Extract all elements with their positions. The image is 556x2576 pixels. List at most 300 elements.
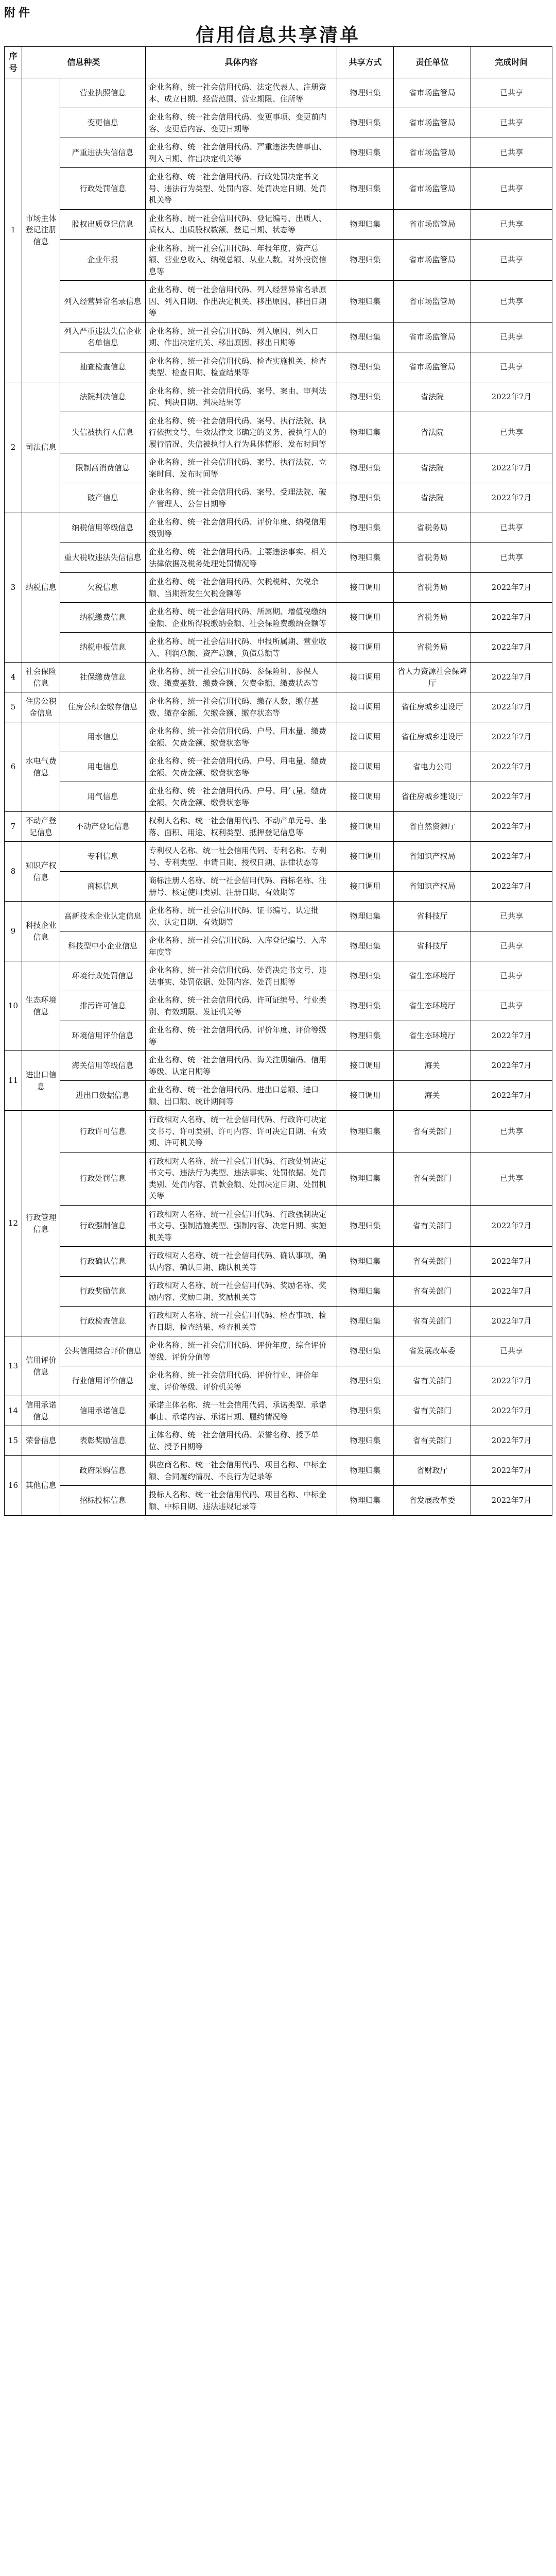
row-index: 16 [5, 1456, 22, 1516]
credit-info-table [4, 46, 552, 1516]
info-type: 用电信息 [60, 752, 146, 782]
completion-time: 已共享 [471, 1336, 552, 1366]
share-mode: 接口调用 [337, 722, 394, 752]
share-mode: 物理归集 [337, 483, 394, 513]
info-type: 招标投标信息 [60, 1486, 146, 1516]
table-header-row [5, 47, 552, 78]
content-cell: 主体名称、统一社会信用代码、荣誉名称、授予单位、授予日期等 [146, 1426, 337, 1456]
completion-time: 已共享 [471, 108, 552, 138]
responsible-unit: 省生态环境厅 [394, 961, 471, 991]
responsible-unit: 省市场监管局 [394, 108, 471, 138]
col-header-index: 序号 [5, 47, 22, 78]
content-cell: 商标注册人名称、统一社会信用代码、商标名称、注册号、核定使用类别、注册日期、有效期等 [146, 872, 337, 902]
info-type: 排污许可信息 [60, 991, 146, 1021]
table-row [5, 382, 552, 412]
info-type: 行政许可信息 [60, 1111, 146, 1153]
info-type: 行政检查信息 [60, 1307, 146, 1336]
responsible-unit: 省有关部门 [394, 1205, 471, 1247]
responsible-unit: 省市场监管局 [394, 281, 471, 323]
row-index: 3 [5, 513, 22, 663]
row-index: 12 [5, 1111, 22, 1336]
row-index: 9 [5, 902, 22, 961]
info-type: 信用承诺信息 [60, 1396, 146, 1426]
completion-time: 2022年7月 [471, 872, 552, 902]
responsible-unit: 省自然资源厅 [394, 812, 471, 842]
share-mode: 物理归集 [337, 513, 394, 543]
share-mode: 物理归集 [337, 281, 394, 323]
responsible-unit: 省法院 [394, 453, 471, 483]
content-cell: 行政相对人名称、统一社会信用代码、奖励名称、奖励内容、奖励日期、奖励机关等 [146, 1277, 337, 1307]
content-cell: 行政相对人名称、统一社会信用代码、行政许可决定文书号、许可类别、许可内容、许可决定日期、有效期、许可机关等 [146, 1111, 337, 1153]
info-type: 专利信息 [60, 842, 146, 872]
info-group: 科技企业信息 [22, 902, 60, 961]
col-header-unit: 责任单位 [394, 47, 471, 78]
table-row [5, 1277, 552, 1307]
responsible-unit: 省住房城乡建设厅 [394, 692, 471, 722]
row-index: 7 [5, 812, 22, 842]
info-type: 行业信用评价信息 [60, 1366, 146, 1396]
info-type: 股权出质登记信息 [60, 209, 146, 239]
completion-time: 2022年7月 [471, 752, 552, 782]
responsible-unit: 省有关部门 [394, 1366, 471, 1396]
responsible-unit: 省市场监管局 [394, 168, 471, 210]
share-mode: 物理归集 [337, 1456, 394, 1486]
responsible-unit: 省有关部门 [394, 1307, 471, 1336]
completion-time: 2022年7月 [471, 1426, 552, 1456]
responsible-unit: 省有关部门 [394, 1152, 471, 1205]
info-group: 水电气费信息 [22, 722, 60, 812]
share-mode: 物理归集 [337, 382, 394, 412]
completion-time: 已共享 [471, 352, 552, 382]
responsible-unit: 省市场监管局 [394, 352, 471, 382]
info-type: 行政奖励信息 [60, 1277, 146, 1307]
info-type: 公共信用综合评价信息 [60, 1336, 146, 1366]
completion-time: 2022年7月 [471, 603, 552, 633]
content-cell: 企业名称、统一社会信用代码、申报所属期、营业收入、利润总额、资产总额、负债总额等 [146, 633, 337, 663]
table-row [5, 872, 552, 902]
share-mode: 物理归集 [337, 1111, 394, 1153]
content-cell: 行政相对人名称、统一社会信用代码、检查事项、检查日期、检查结果、检查机关等 [146, 1307, 337, 1336]
completion-time: 2022年7月 [471, 812, 552, 842]
info-type: 限制高消费信息 [60, 453, 146, 483]
table-row [5, 961, 552, 991]
completion-time: 已共享 [471, 902, 552, 931]
info-type: 环境行政处罚信息 [60, 961, 146, 991]
share-mode: 接口调用 [337, 1051, 394, 1081]
table-row [5, 1307, 552, 1336]
share-mode: 物理归集 [337, 1486, 394, 1516]
row-index: 8 [5, 842, 22, 902]
share-mode: 接口调用 [337, 603, 394, 633]
responsible-unit: 省税务局 [394, 633, 471, 663]
info-type: 纳税缴费信息 [60, 603, 146, 633]
table-row [5, 78, 552, 108]
share-mode: 接口调用 [337, 782, 394, 812]
content-cell: 企业名称、统一社会信用代码、主要违法事实、相关法律依据及税务处理处罚情况等 [146, 543, 337, 573]
content-cell: 企业名称、统一社会信用代码、缴存人数、缴存基数、缴存金额、欠缴金额、缴存状态等 [146, 692, 337, 722]
responsible-unit: 省税务局 [394, 603, 471, 633]
share-mode: 物理归集 [337, 961, 394, 991]
completion-time: 已共享 [471, 78, 552, 108]
share-mode: 物理归集 [337, 322, 394, 352]
info-type: 住房公积金缴存信息 [60, 692, 146, 722]
share-mode: 接口调用 [337, 663, 394, 692]
info-group: 不动产登记信息 [22, 812, 60, 842]
share-mode: 接口调用 [337, 872, 394, 902]
info-group: 行政管理信息 [22, 1111, 60, 1336]
info-type: 高新技术企业认定信息 [60, 902, 146, 931]
content-cell: 企业名称、统一社会信用代码、案号、受理法院、破产管理人、公告日期等 [146, 483, 337, 513]
content-cell: 投标人名称、统一社会信用代码、项目名称、中标金额、中标日期、违法违规记录等 [146, 1486, 337, 1516]
table-row [5, 663, 552, 692]
info-type: 变更信息 [60, 108, 146, 138]
responsible-unit: 省知识产权局 [394, 842, 471, 872]
completion-time: 已共享 [471, 209, 552, 239]
info-group: 住房公积金信息 [22, 692, 60, 722]
col-header-share-mode: 共享方式 [337, 47, 394, 78]
completion-time: 2022年7月 [471, 573, 552, 603]
completion-time: 2022年7月 [471, 692, 552, 722]
table-row [5, 902, 552, 931]
info-type: 政府采购信息 [60, 1456, 146, 1486]
content-cell: 企业名称、统一社会信用代码、所属期、增值税缴纳金额、企业所得税缴纳金额、社会保险费缴纳金额等 [146, 603, 337, 633]
share-mode: 物理归集 [337, 1426, 394, 1456]
info-group: 纳税信息 [22, 513, 60, 663]
share-mode: 接口调用 [337, 633, 394, 663]
info-type: 破产信息 [60, 483, 146, 513]
responsible-unit: 省人力资源社会保障厅 [394, 663, 471, 692]
col-header-content: 具体内容 [146, 47, 337, 78]
table-row [5, 842, 552, 872]
table-row [5, 573, 552, 603]
responsible-unit: 省市场监管局 [394, 239, 471, 281]
share-mode: 物理归集 [337, 991, 394, 1021]
share-mode: 物理归集 [337, 931, 394, 961]
share-mode: 接口调用 [337, 692, 394, 722]
responsible-unit: 省市场监管局 [394, 209, 471, 239]
row-index: 10 [5, 961, 22, 1051]
content-cell: 企业名称、统一社会信用代码、评价年度、纳税信用级别等 [146, 513, 337, 543]
completion-time: 2022年7月 [471, 1456, 552, 1486]
content-cell: 企业名称、统一社会信用代码、欠税税种、欠税余额、当期新发生欠税金额等 [146, 573, 337, 603]
content-cell: 企业名称、统一社会信用代码、入库登记编号、入库年度等 [146, 931, 337, 961]
share-mode: 物理归集 [337, 239, 394, 281]
responsible-unit: 省科技厅 [394, 902, 471, 931]
completion-time: 2022年7月 [471, 842, 552, 872]
completion-time: 2022年7月 [471, 782, 552, 812]
table-row [5, 1111, 552, 1153]
col-header-info-type: 信息种类 [22, 47, 146, 78]
info-group: 进出口信息 [22, 1051, 60, 1111]
info-group: 市场主体登记注册信息 [22, 78, 60, 382]
row-index: 13 [5, 1336, 22, 1396]
table-row [5, 281, 552, 323]
share-mode: 物理归集 [337, 902, 394, 931]
table-row [5, 782, 552, 812]
share-mode: 物理归集 [337, 1021, 394, 1051]
table-row [5, 1456, 552, 1486]
share-mode: 物理归集 [337, 168, 394, 210]
content-cell: 企业名称、统一社会信用代码、案号、案由、审判法院、判决日期、判决结果等 [146, 382, 337, 412]
table-row [5, 812, 552, 842]
completion-time: 2022年7月 [471, 1021, 552, 1051]
responsible-unit: 省有关部门 [394, 1277, 471, 1307]
content-cell: 企业名称、统一社会信用代码、检查实施机关、检查类型、检查日期、检查结果等 [146, 352, 337, 382]
info-type: 行政确认信息 [60, 1247, 146, 1277]
completion-time: 已共享 [471, 961, 552, 991]
info-type: 纳税信用等级信息 [60, 513, 146, 543]
responsible-unit: 省生态环境厅 [394, 1021, 471, 1051]
completion-time: 2022年7月 [471, 453, 552, 483]
info-type: 科技型中小企业信息 [60, 931, 146, 961]
table-row [5, 453, 552, 483]
share-mode: 物理归集 [337, 138, 394, 168]
info-group: 信用承诺信息 [22, 1396, 60, 1426]
table-row [5, 603, 552, 633]
info-group: 荣誉信息 [22, 1426, 60, 1456]
table-row [5, 1396, 552, 1426]
info-type: 行政强制信息 [60, 1205, 146, 1247]
content-cell: 企业名称、统一社会信用代码、进出口总额、进口额、出口额、统计期间等 [146, 1081, 337, 1111]
share-mode: 物理归集 [337, 1152, 394, 1205]
content-cell: 行政相对人名称、统一社会信用代码、行政处罚决定书文号、违法行为类型、违法事实、处罚依据、处罚类别、处罚内容、罚款金额、处罚决定日期、处罚机关等 [146, 1152, 337, 1205]
content-cell: 企业名称、统一社会信用代码、评价年度、评价等级等 [146, 1021, 337, 1051]
table-row [5, 692, 552, 722]
table-row [5, 1366, 552, 1396]
col-header-time: 完成时间 [471, 47, 552, 78]
responsible-unit: 省住房城乡建设厅 [394, 782, 471, 812]
content-cell: 企业名称、统一社会信用代码、变更事项、变更前内容、变更后内容、变更日期等 [146, 108, 337, 138]
row-index: 11 [5, 1051, 22, 1111]
content-cell: 企业名称、统一社会信用代码、行政处罚决定书文号、违法行为类型、处罚内容、处罚决定日期、处罚机关等 [146, 168, 337, 210]
share-mode: 物理归集 [337, 1366, 394, 1396]
share-mode: 物理归集 [337, 1277, 394, 1307]
row-index: 15 [5, 1426, 22, 1456]
content-cell: 行政相对人名称、统一社会信用代码、行政强制决定书文号、强制措施类型、强制内容、决定日期、实施机关等 [146, 1205, 337, 1247]
responsible-unit: 省发展改革委 [394, 1336, 471, 1366]
responsible-unit: 省税务局 [394, 543, 471, 573]
share-mode: 接口调用 [337, 573, 394, 603]
responsible-unit: 省有关部门 [394, 1396, 471, 1426]
completion-time: 2022年7月 [471, 1366, 552, 1396]
content-cell: 专利权人名称、统一社会信用代码、专利名称、专利号、专利类型、申请日期、授权日期、法律状态等 [146, 842, 337, 872]
info-type: 进出口数据信息 [60, 1081, 146, 1111]
content-cell: 权利人名称、统一社会信用代码、不动产单元号、坐落、面积、用途、权利类型、抵押登记信息等 [146, 812, 337, 842]
completion-time: 2022年7月 [471, 483, 552, 513]
table-row [5, 722, 552, 752]
completion-time: 已共享 [471, 168, 552, 210]
responsible-unit: 省税务局 [394, 513, 471, 543]
share-mode: 物理归集 [337, 352, 394, 382]
content-cell: 企业名称、统一社会信用代码、登记编号、出质人、质权人、出质股权数额、登记日期、状态等 [146, 209, 337, 239]
share-mode: 物理归集 [337, 1247, 394, 1277]
table-row [5, 1247, 552, 1277]
responsible-unit: 省有关部门 [394, 1111, 471, 1153]
completion-time: 2022年7月 [471, 663, 552, 692]
table-row [5, 168, 552, 210]
info-group: 其他信息 [22, 1456, 60, 1516]
responsible-unit: 省税务局 [394, 573, 471, 603]
table-row [5, 513, 552, 543]
share-mode: 物理归集 [337, 108, 394, 138]
content-cell: 企业名称、统一社会信用代码、法定代表人、注册资本、成立日期、经营范围、营业期限、住所等 [146, 78, 337, 108]
table-row [5, 1486, 552, 1516]
table-row [5, 412, 552, 453]
table-row [5, 1152, 552, 1205]
table-row [5, 543, 552, 573]
responsible-unit: 省有关部门 [394, 1426, 471, 1456]
content-cell: 企业名称、统一社会信用代码、证书编号、认定批次、认定日期、有效期等 [146, 902, 337, 931]
info-type: 纳税申报信息 [60, 633, 146, 663]
content-cell: 企业名称、统一社会信用代码、列入经营异常名录原因、列入日期、作出决定机关、移出原因、移出日期等 [146, 281, 337, 323]
info-type: 社保缴费信息 [60, 663, 146, 692]
info-group: 信用评价信息 [22, 1336, 60, 1396]
responsible-unit: 省法院 [394, 382, 471, 412]
completion-time: 已共享 [471, 239, 552, 281]
info-type: 行政处罚信息 [60, 1152, 146, 1205]
completion-time: 已共享 [471, 543, 552, 573]
completion-time: 已共享 [471, 281, 552, 323]
responsible-unit: 省有关部门 [394, 1247, 471, 1277]
info-type: 用水信息 [60, 722, 146, 752]
share-mode: 物理归集 [337, 543, 394, 573]
completion-time: 已共享 [471, 138, 552, 168]
share-mode: 物理归集 [337, 78, 394, 108]
completion-time: 已共享 [471, 931, 552, 961]
share-mode: 物理归集 [337, 412, 394, 453]
info-type: 严重违法失信信息 [60, 138, 146, 168]
responsible-unit: 省市场监管局 [394, 78, 471, 108]
share-mode: 接口调用 [337, 752, 394, 782]
share-mode: 接口调用 [337, 812, 394, 842]
info-type: 法院判决信息 [60, 382, 146, 412]
row-index: 5 [5, 692, 22, 722]
responsible-unit: 省法院 [394, 412, 471, 453]
responsible-unit: 省财政厅 [394, 1456, 471, 1486]
share-mode: 物理归集 [337, 209, 394, 239]
responsible-unit: 省市场监管局 [394, 138, 471, 168]
completion-time: 2022年7月 [471, 1247, 552, 1277]
responsible-unit: 省法院 [394, 483, 471, 513]
table-row [5, 1051, 552, 1081]
info-type: 重大税收违法失信信息 [60, 543, 146, 573]
responsible-unit: 海关 [394, 1081, 471, 1111]
responsible-unit: 省科技厅 [394, 931, 471, 961]
table-row [5, 1205, 552, 1247]
responsible-unit: 省发展改革委 [394, 1486, 471, 1516]
content-cell: 企业名称、统一社会信用代码、案号、执行法院、执行依据文号、生效法律文书确定的义务、被执行人的履行情况、失信被执行人行为具体情形、发布时间等 [146, 412, 337, 453]
table-row [5, 352, 552, 382]
completion-time: 2022年7月 [471, 633, 552, 663]
table-row [5, 633, 552, 663]
info-type: 失信被执行人信息 [60, 412, 146, 453]
page-title: 信用信息共享清单 [195, 24, 360, 46]
info-type: 表彰奖励信息 [60, 1426, 146, 1456]
responsible-unit: 省电力公司 [394, 752, 471, 782]
content-cell: 企业名称、统一社会信用代码、户号、用电量、缴费金额、欠费金额、缴费状态等 [146, 752, 337, 782]
content-cell: 企业名称、统一社会信用代码、年报年度、资产总额、营业总收入、纳税总额、从业人数、对外投资信息等 [146, 239, 337, 281]
info-group: 司法信息 [22, 382, 60, 513]
info-type: 企业年报 [60, 239, 146, 281]
content-cell: 企业名称、统一社会信用代码、海关注册编码、信用等级、认定日期等 [146, 1051, 337, 1081]
content-cell: 供应商名称、统一社会信用代码、项目名称、中标金额、合同履约情况、不良行为记录等 [146, 1456, 337, 1486]
content-cell: 企业名称、统一社会信用代码、处罚决定书文号、违法事实、处罚依据、处罚内容、处罚日期等 [146, 961, 337, 991]
completion-time: 2022年7月 [471, 1205, 552, 1247]
info-type: 不动产登记信息 [60, 812, 146, 842]
row-index: 1 [5, 78, 22, 382]
table-row [5, 138, 552, 168]
completion-time: 2022年7月 [471, 1051, 552, 1081]
info-type: 环境信用评价信息 [60, 1021, 146, 1051]
content-cell: 企业名称、统一社会信用代码、案号、执行法院、立案时间、发布时间等 [146, 453, 337, 483]
completion-time: 2022年7月 [471, 1486, 552, 1516]
table-row [5, 483, 552, 513]
info-group: 知识产权信息 [22, 842, 60, 902]
row-index: 6 [5, 722, 22, 812]
content-cell: 企业名称、统一社会信用代码、许可证编号、行业类别、有效期限、发证机关等 [146, 991, 337, 1021]
info-type: 海关信用等级信息 [60, 1051, 146, 1081]
attachment-label: 附件 [4, 6, 33, 20]
table-row [5, 991, 552, 1021]
table-row [5, 209, 552, 239]
content-cell: 行政相对人名称、统一社会信用代码、确认事项、确认内容、确认日期、确认机关等 [146, 1247, 337, 1277]
info-group: 社会保险信息 [22, 663, 60, 692]
share-mode: 接口调用 [337, 842, 394, 872]
table-row [5, 1021, 552, 1051]
table-row [5, 1081, 552, 1111]
completion-time: 2022年7月 [471, 1277, 552, 1307]
table-row [5, 239, 552, 281]
responsible-unit: 省市场监管局 [394, 322, 471, 352]
info-group: 生态环境信息 [22, 961, 60, 1051]
content-cell: 企业名称、统一社会信用代码、列入原因、列入日期、作出决定机关、移出原因、移出日期等 [146, 322, 337, 352]
row-index: 2 [5, 382, 22, 513]
responsible-unit: 省知识产权局 [394, 872, 471, 902]
responsible-unit: 省住房城乡建设厅 [394, 722, 471, 752]
content-cell: 承诺主体名称、统一社会信用代码、承诺类型、承诺事由、承诺内容、承诺日期、履约情况等 [146, 1396, 337, 1426]
table-row [5, 322, 552, 352]
row-index: 14 [5, 1396, 22, 1426]
completion-time: 已共享 [471, 1152, 552, 1205]
completion-time: 2022年7月 [471, 722, 552, 752]
info-type: 营业执照信息 [60, 78, 146, 108]
table-row [5, 108, 552, 138]
info-type: 行政处罚信息 [60, 168, 146, 210]
share-mode: 物理归集 [337, 1205, 394, 1247]
completion-time: 已共享 [471, 991, 552, 1021]
completion-time: 2022年7月 [471, 1396, 552, 1426]
share-mode: 物理归集 [337, 1336, 394, 1366]
completion-time: 已共享 [471, 412, 552, 453]
completion-time: 2022年7月 [471, 382, 552, 412]
info-type: 欠税信息 [60, 573, 146, 603]
info-type: 列入严重违法失信企业名单信息 [60, 322, 146, 352]
responsible-unit: 海关 [394, 1051, 471, 1081]
responsible-unit: 省生态环境厅 [394, 991, 471, 1021]
table-row [5, 931, 552, 961]
info-type: 列入经营异常名录信息 [60, 281, 146, 323]
completion-time: 已共享 [471, 322, 552, 352]
table-row [5, 1426, 552, 1456]
table-row [5, 752, 552, 782]
share-mode: 物理归集 [337, 1396, 394, 1426]
content-cell: 企业名称、统一社会信用代码、评价年度、综合评价等级、评价分值等 [146, 1336, 337, 1366]
info-type: 抽查检查信息 [60, 352, 146, 382]
content-cell: 企业名称、统一社会信用代码、评价行业、评价年度、评价等级、评价机关等 [146, 1366, 337, 1396]
content-cell: 企业名称、统一社会信用代码、参保险种、参保人数、缴费基数、缴费金额、欠费金额、缴费状态等 [146, 663, 337, 692]
completion-time: 已共享 [471, 1111, 552, 1153]
row-index: 4 [5, 663, 22, 692]
